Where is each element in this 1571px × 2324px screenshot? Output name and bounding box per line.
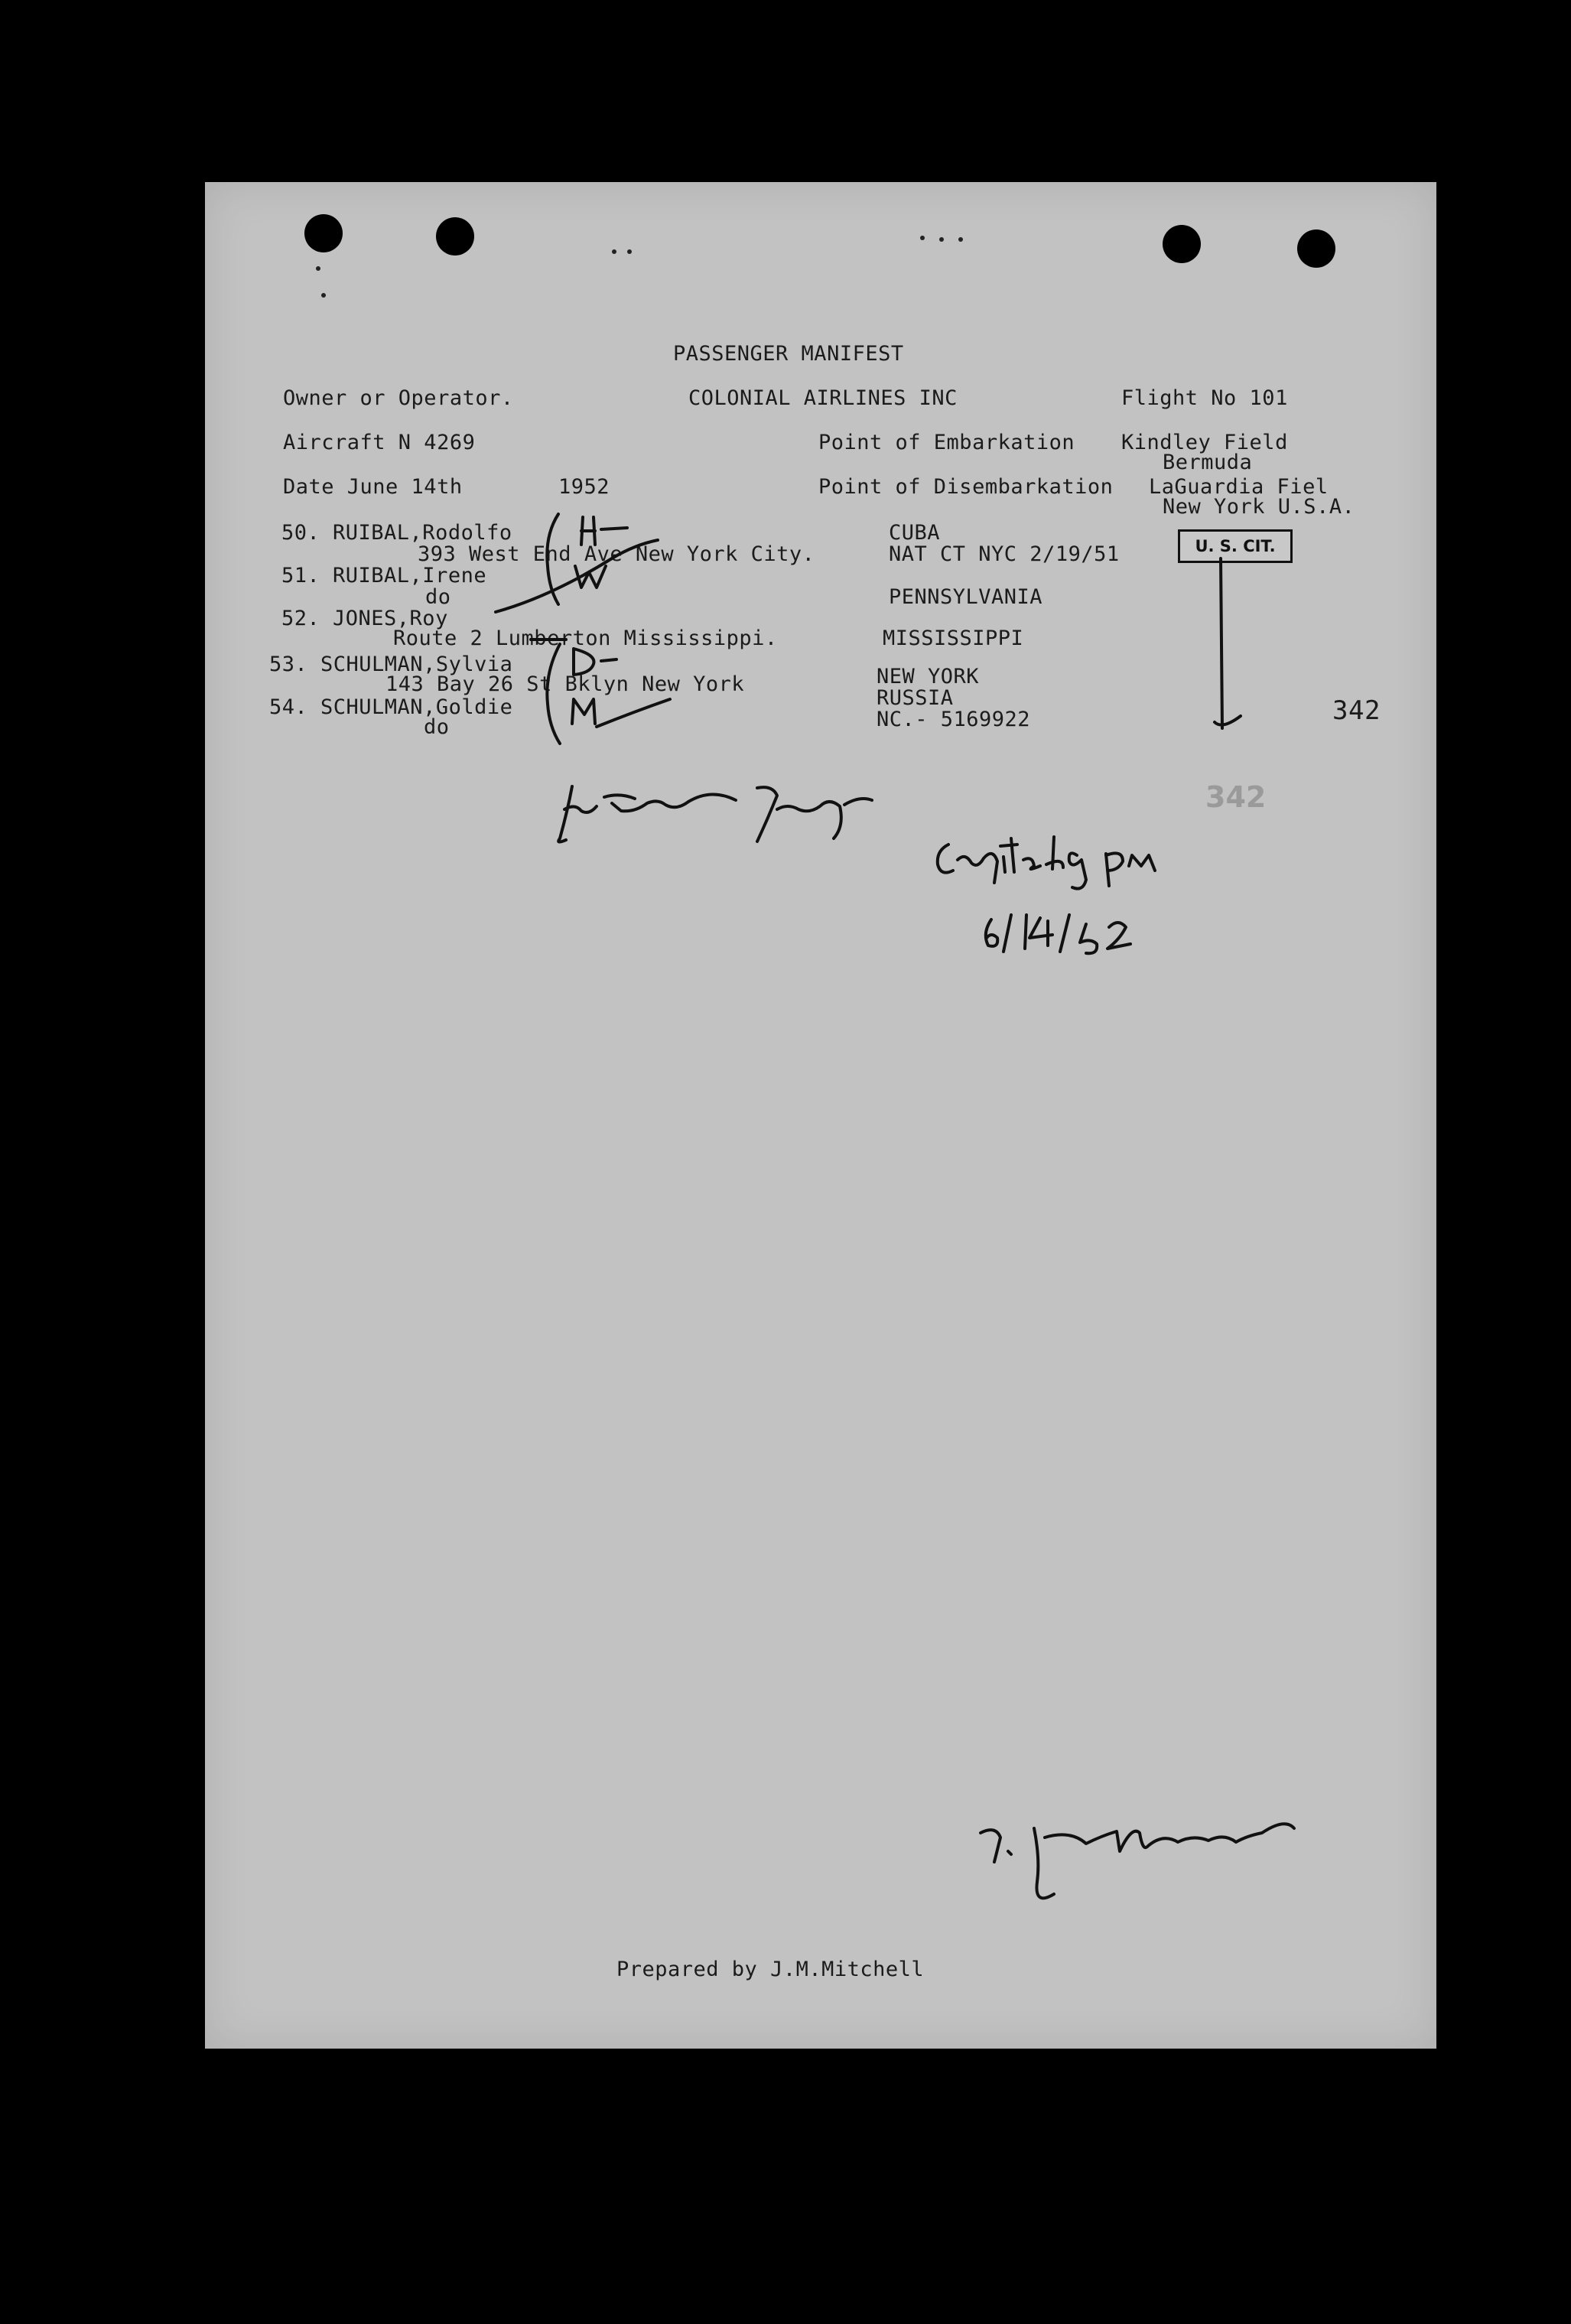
page-number: 342 bbox=[1332, 695, 1381, 726]
passenger-address: do bbox=[424, 715, 450, 739]
speck bbox=[920, 236, 925, 240]
passenger-address: Route 2 Lumberton Mississippi. bbox=[393, 627, 778, 650]
prepared-by: Prepared by J.M.Mitchell bbox=[616, 1958, 925, 1981]
speck bbox=[939, 237, 944, 242]
embarkation-value: Kindley Field bbox=[1121, 431, 1288, 454]
page-number-stamp: 342 bbox=[1205, 780, 1267, 814]
punch-hole bbox=[304, 214, 343, 252]
embarkation-label: Point of Embarkation bbox=[818, 431, 1075, 454]
flight-year: 1952 bbox=[558, 475, 610, 499]
flight-date: Date June 14th bbox=[283, 475, 463, 499]
passenger-status: RUSSIA bbox=[877, 686, 954, 710]
speck bbox=[321, 293, 326, 298]
punch-hole bbox=[1297, 229, 1335, 268]
passenger-address: do bbox=[425, 585, 451, 609]
speck bbox=[612, 249, 616, 254]
speck bbox=[958, 237, 963, 242]
disembarkation-label: Point of Disembarkation bbox=[818, 475, 1114, 499]
passenger-name: 52. JONES,Roy bbox=[281, 607, 448, 630]
passenger-name: 50. RUIBAL,Rodolfo bbox=[281, 521, 512, 545]
manifest-title: PASSENGER MANIFEST bbox=[673, 342, 904, 366]
disembarkation-value-2: New York U.S.A. bbox=[1163, 495, 1355, 519]
passenger-status: NAT CT NYC 2/19/51 bbox=[889, 542, 1120, 566]
manifest-page bbox=[205, 182, 1436, 2049]
owner-label: Owner or Operator. bbox=[283, 386, 514, 410]
speck bbox=[627, 249, 632, 254]
us-citizen-stamp: U. S. CIT. bbox=[1178, 529, 1293, 563]
passenger-status: PENNSYLVANIA bbox=[889, 585, 1043, 609]
passenger-status: NEW YORK bbox=[877, 665, 980, 688]
passenger-status: CUBA bbox=[889, 521, 941, 545]
passenger-status: MISSISSIPPI bbox=[883, 627, 1024, 650]
aircraft-number: Aircraft N 4269 bbox=[283, 431, 476, 454]
passenger-status: NC.- 5169922 bbox=[877, 708, 1031, 731]
punch-hole bbox=[436, 217, 474, 256]
embarkation-value-2: Bermuda bbox=[1163, 451, 1253, 474]
disembarkation-value: LaGuardia Fiel bbox=[1149, 475, 1329, 499]
flight-number: Flight No 101 bbox=[1121, 386, 1288, 410]
passenger-name: 54. SCHULMAN,Goldie bbox=[269, 695, 513, 719]
passenger-name: 53. SCHULMAN,Sylvia bbox=[269, 653, 513, 676]
passenger-address: 393 West End Ave New York City. bbox=[418, 542, 815, 566]
speck bbox=[316, 266, 320, 271]
passenger-name: 51. RUIBAL,Irene bbox=[281, 564, 487, 588]
passenger-address: 143 Bay 26 St Bklyn New York bbox=[385, 672, 745, 696]
owner-value: COLONIAL AIRLINES INC bbox=[688, 386, 958, 410]
punch-hole bbox=[1163, 225, 1201, 263]
